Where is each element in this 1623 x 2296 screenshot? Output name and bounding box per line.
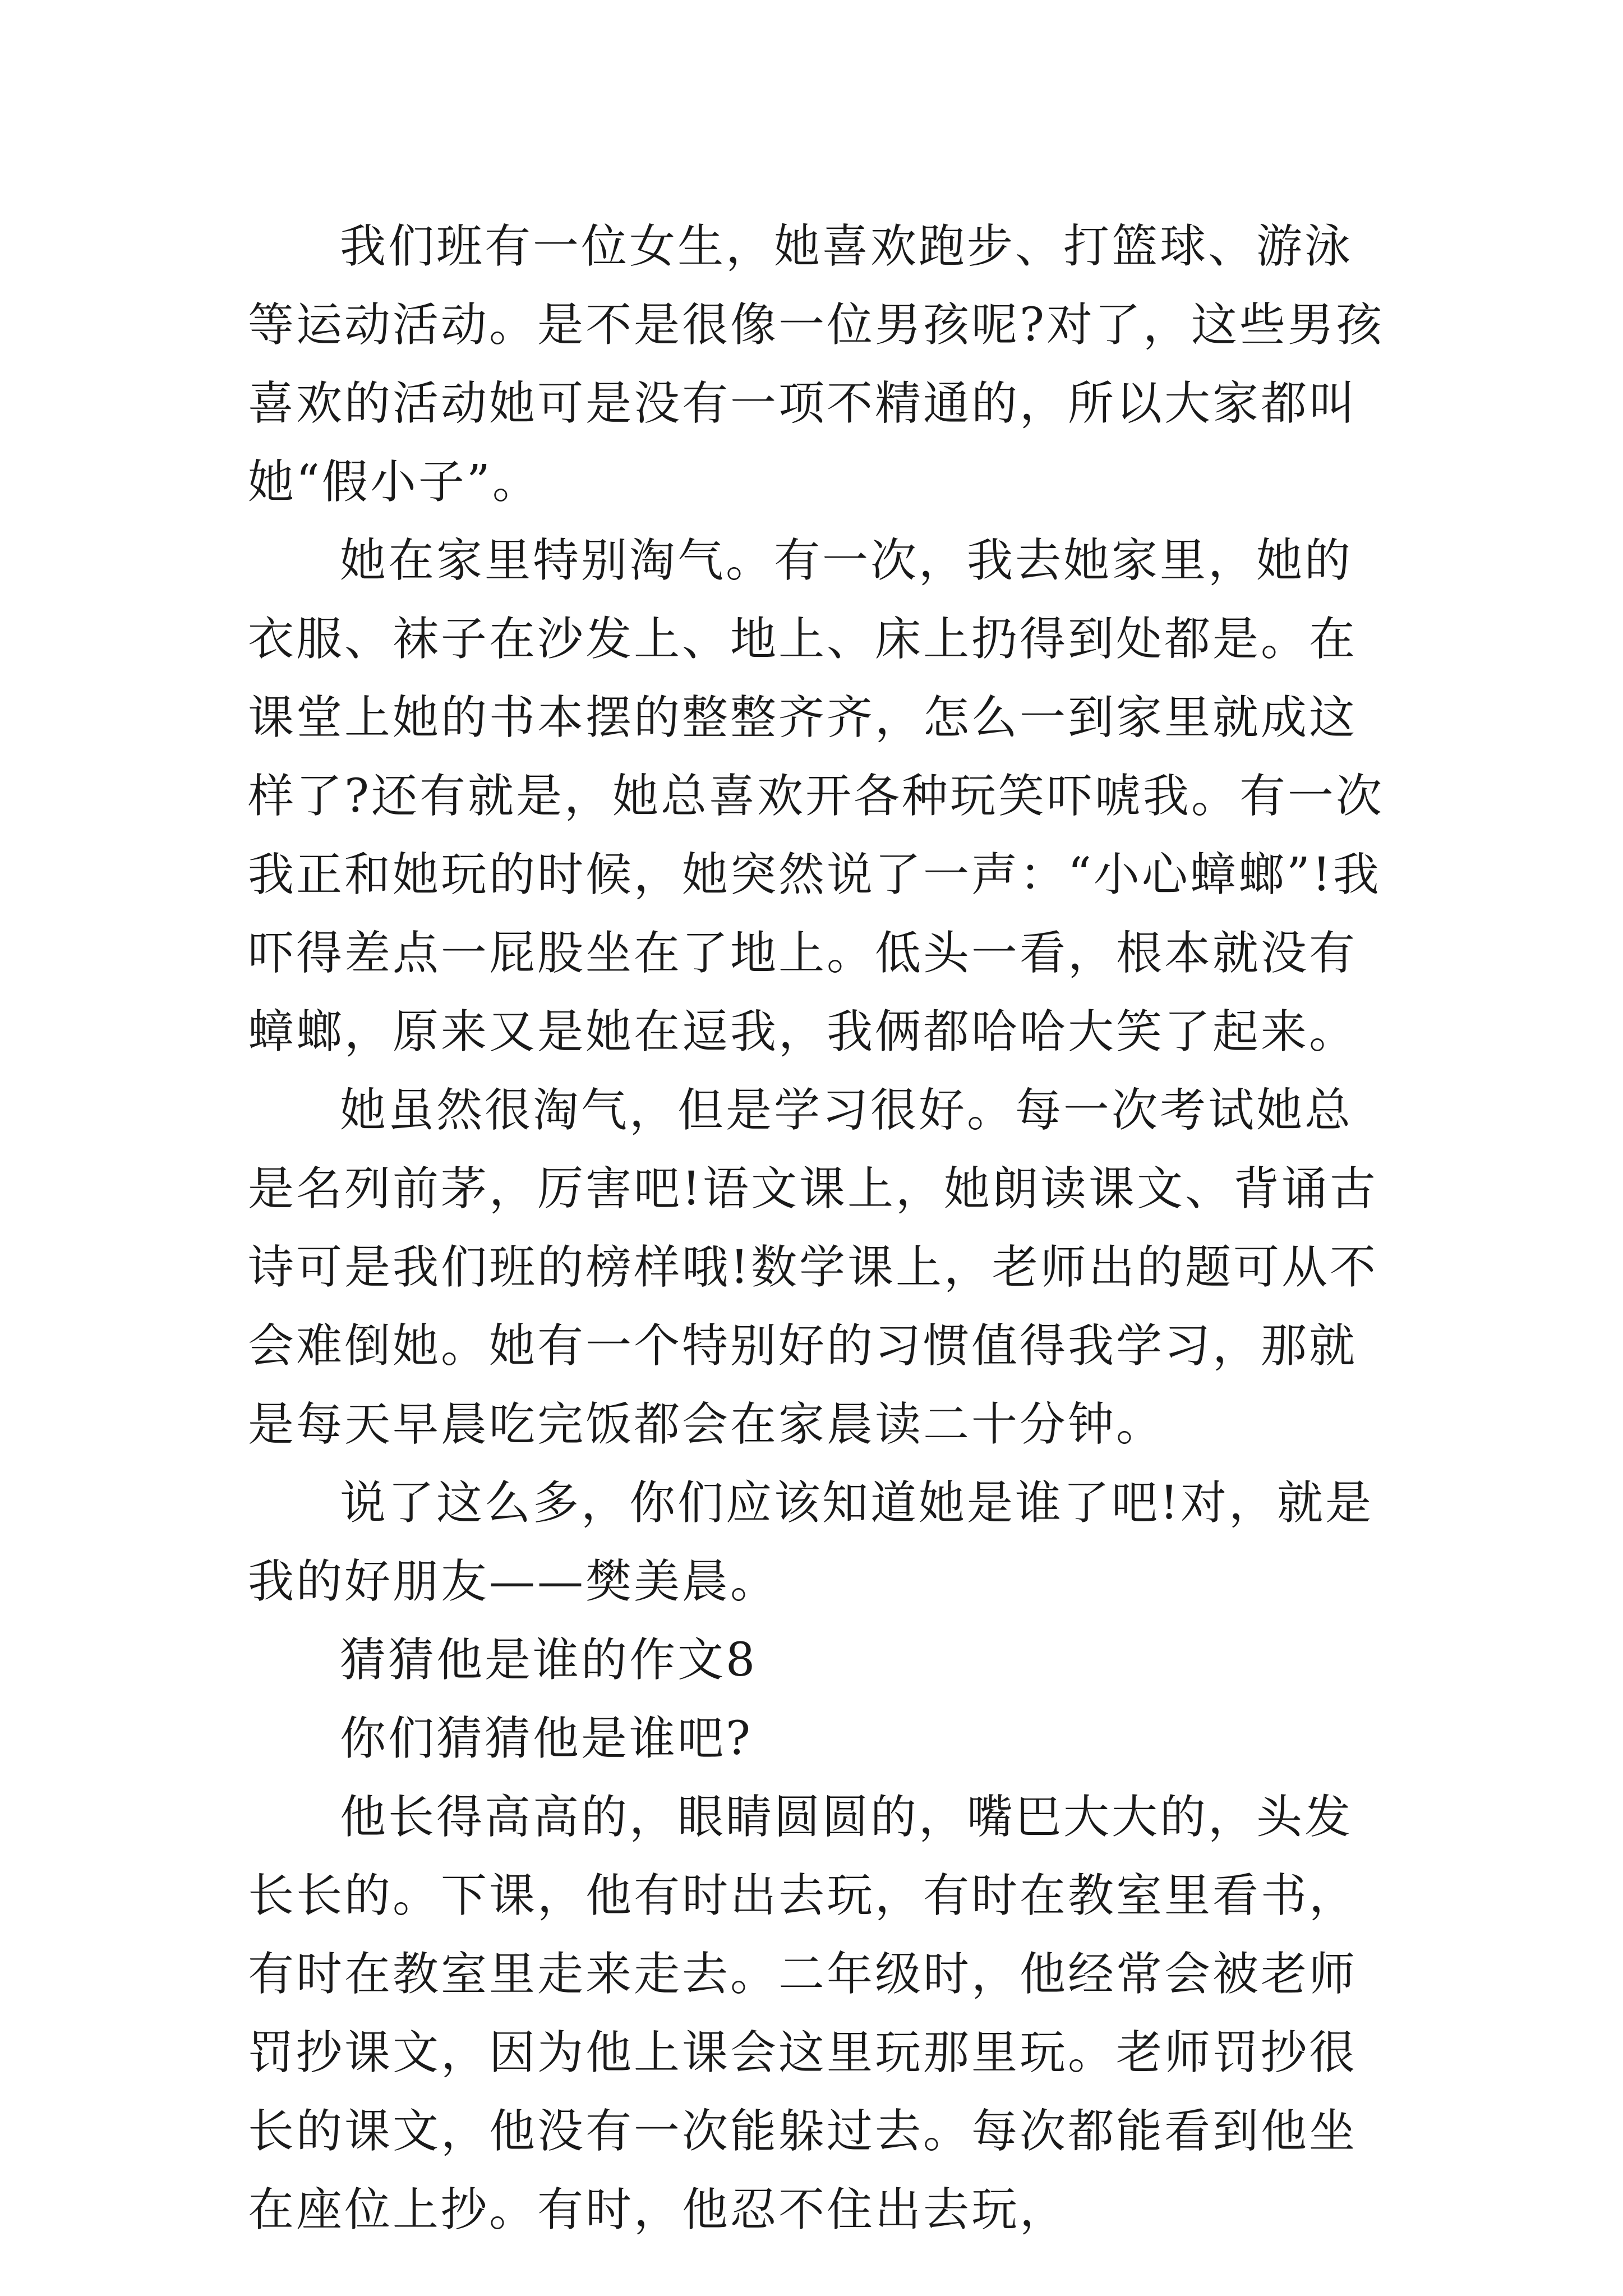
paragraph: 说了这么多，你们应该知道她是谁了吧!对，就是我的好朋友——樊美晨。 bbox=[248, 1476, 1373, 1608]
essay-body bbox=[248, 208, 1392, 2249]
paragraph: 你们猜猜他是谁吧? bbox=[340, 1712, 753, 1765]
paragraph: 我们班有一位女生，她喜欢跑步、打篮球、游泳等运动活动。是不是很像一位男孩呢?对了，这些男孩喜欢的活动她可是没有一项不精通的，所以大家都叫她“假小子”。 bbox=[248, 220, 1384, 509]
paragraph: 她虽然很淘气，但是学习很好。每一次考试她总是名列前茅，厉害吧!语文课上，她朗读课文、背诵古诗可是我们班的榜样哦!数学课上，老师出的题可从不会难倒她。她有一个特别好的习惯值得我学习，那就是每天早晨吃完饭都会在家晨读二十分钟。 bbox=[248, 1084, 1378, 1451]
paragraph: 她在家里特别淘气。有一次，我去她家里，她的衣服、袜子在沙发上、地上、床上扔得到处都是。在课堂上她的书本摆的整整齐齐，怎么一到家里就成这样了?还有就是，她总喜欢开各种玩笑吓唬我。有一次我正和她玩的时候，她突然说了一声：“小心蟑螂”!我吓得差点一屁股坐在了地上。低头一看，根本就没有蟑螂，原来又是她在逗我，我俩都哈哈大笑了起来。 bbox=[248, 534, 1384, 1059]
paragraph: 他长得高高的，眼睛圆圆的，嘴巴大大的，头发长长的。下课，他有时出去玩，有时在教室里看书，有时在教室里走来走去。二年级时，他经常会被老师罚抄课文，因为他上课会这里玩那里玩。老师罚抄很长的课文，他没有一次能躲过去。每次都能看到他坐在座位上抄。有时，他忍不住出去玩， bbox=[248, 1791, 1358, 2237]
essay-title: 猜猜他是谁的作文8 bbox=[340, 1634, 758, 1687]
